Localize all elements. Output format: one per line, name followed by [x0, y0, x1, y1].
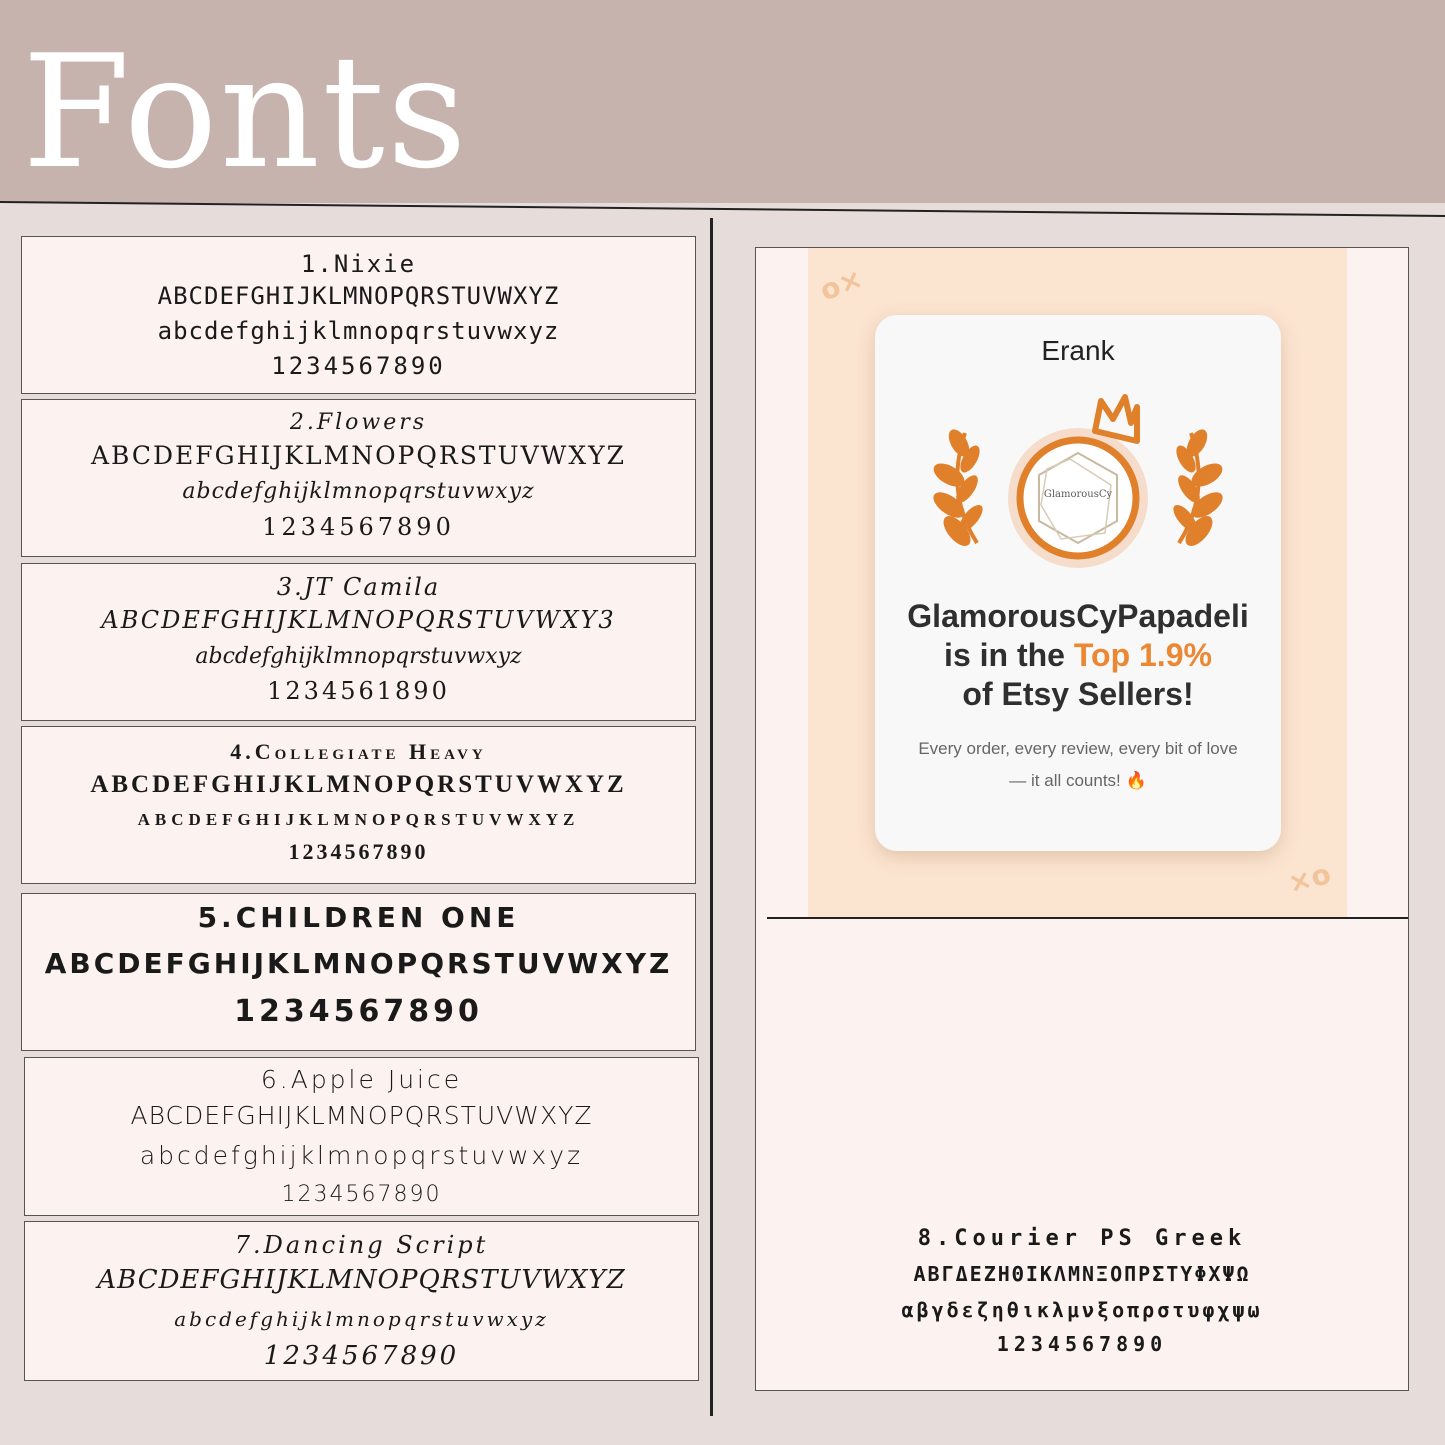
font-card-flowers: [21, 399, 696, 557]
font-uppercase-sample: ABCDEFGHIJKLMNOPQRSTUVWXYZ: [97, 1265, 626, 1295]
font-uppercase-sample: ABCDEFGHIJKLMNOPQRSTUVWXYZ: [90, 441, 626, 470]
font-lowercase-sample: abcdefghijklmnopqrstuvwxyz: [174, 1307, 549, 1331]
divider-vertical: [710, 218, 713, 1416]
font-digits-sample: 1234567890: [263, 1341, 460, 1371]
subtext-line-2: — it all counts! 🔥: [1009, 771, 1147, 790]
font-uppercase-sample: ABCDEFGHIJKLMNOPQRSTUVWXYZ: [130, 1101, 593, 1130]
headline-rank-line: [875, 636, 1281, 675]
font-lowercase-sample: abcdefghijklmnopqrstuvwxyz: [182, 479, 535, 504]
decoration-xo-bottom: ×o: [1284, 857, 1335, 900]
headline-prefix: is in the: [944, 637, 1074, 673]
font-lowercase-sample: αβγδεζηθικλμνξοπρστυφχψω: [901, 1298, 1263, 1322]
font-uppercase-sample: ABCDEFGHIJKLMNOPQRSTUVWXYZ: [90, 771, 627, 798]
headline-etsy-line: of Etsy Sellers!: [962, 676, 1194, 712]
font-name: 3.JT Camila: [276, 573, 441, 601]
font-name: 5.CHILDREN ONE: [197, 901, 520, 934]
font-uppercase-sample: ABCDEFGHIJKLMNOPQRSTUVWXYZ: [157, 282, 560, 310]
font-card-collegiate-heavy: [21, 726, 696, 884]
badge-logo-text: GlamorousCy: [1043, 489, 1113, 500]
font-digits-sample: 1234567890: [996, 1332, 1168, 1356]
promo-subtext: [895, 733, 1261, 797]
headline-highlight: Top 1.9%: [1073, 637, 1212, 673]
font-lowercase-sample: abcdefghijklmnopqrstuvwxyz: [157, 317, 560, 345]
font-uppercase-sample: ABCDEFGHIJKLMNOPQRSTUVWXY3: [101, 606, 616, 634]
font-digits-sample: 1234567890: [271, 352, 446, 380]
font-uppercase-sample: ΑΒΓΔΕΖΗΘΙΚΛΜΝΞΟΠΡΣΤΥΦΧΨΩ: [913, 1262, 1251, 1286]
divider-horizontal: [0, 199, 1445, 219]
font-name: 7.Dancing Script: [234, 1231, 489, 1259]
font-name: 8.Courier PS Greek: [917, 1226, 1247, 1251]
promo-headline: [875, 597, 1281, 714]
font-digits-sample: 1234567890: [262, 513, 455, 541]
font-digits-sample: 1234567890: [234, 994, 483, 1029]
right-panel-divider: [767, 917, 1408, 919]
font-lowercase-sample: ABCDEFGHIJKLMNOPQRSTUVWXYZ: [137, 810, 580, 829]
font-name: 4.Collegiate Heavy: [230, 739, 487, 764]
font-lowercase-sample: abcdefghijklmnopqrstuvwxyz: [139, 1141, 584, 1170]
font-card-nixie: [21, 236, 696, 394]
font-lowercase-sample: abcdefghijklmnopqrstuvwxyz: [195, 644, 522, 669]
font-card-jt-camila: [21, 563, 696, 721]
font-card-courier-ps-greek: [755, 1222, 1409, 1360]
page-title: Fonts: [22, 21, 469, 203]
header-banner: [0, 0, 1445, 203]
promo-card: [875, 315, 1281, 851]
decoration-ox-top: o×: [815, 261, 868, 308]
font-digits-sample: 1234567890: [288, 839, 429, 864]
font-card-apple-juice: [24, 1057, 699, 1216]
font-card-children-one: [21, 893, 696, 1051]
font-uppercase-sample: ABCDEFGHIJKLMNOPQRSTUVWXYZ: [44, 947, 673, 980]
erank-promo-image: [808, 248, 1347, 918]
font-name: 1.Nixie: [300, 250, 417, 278]
font-digits-sample: 1234561890: [267, 677, 450, 705]
award-badge-icon: [875, 393, 1281, 573]
subtext-line-1: Every order, every review, every bit of love: [918, 739, 1238, 758]
font-name: 2.Flowers: [289, 410, 428, 435]
font-digits-sample: 1234567890: [281, 1182, 442, 1207]
font-name: 6.Apple Juice: [260, 1065, 463, 1094]
erank-logo: Erank: [1041, 335, 1115, 366]
headline-shop-name: GlamorousCyPapadeli: [907, 598, 1249, 634]
font-card-dancing-script: [24, 1221, 699, 1381]
